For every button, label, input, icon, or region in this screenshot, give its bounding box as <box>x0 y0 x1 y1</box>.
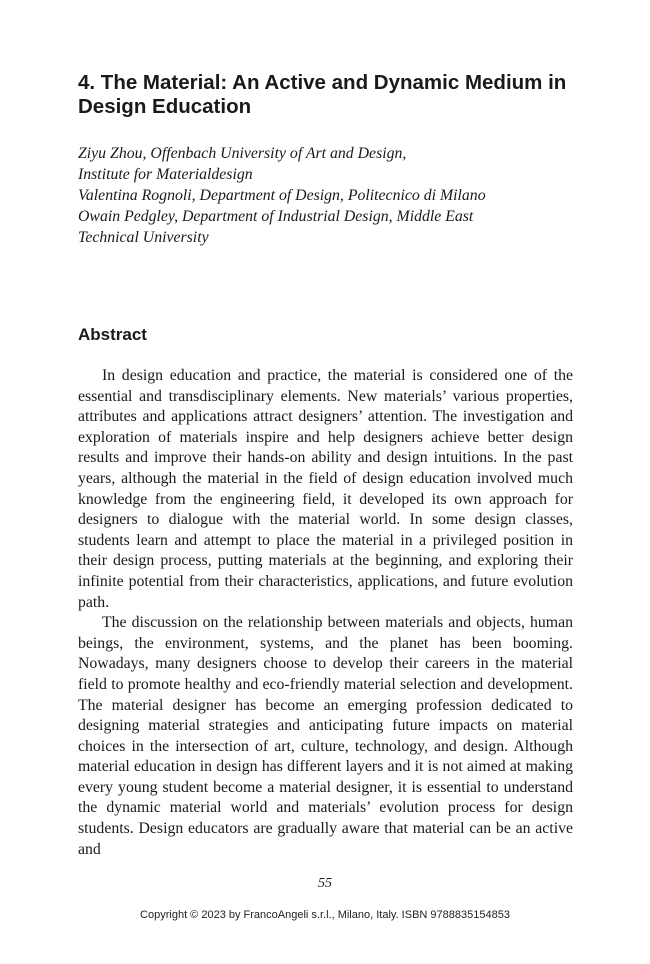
author-line: Institute for Materialdesign <box>78 166 253 183</box>
author-line: Ziyu Zhou, Offenbach University of Art and Design, <box>78 145 407 162</box>
author-line: Technical University <box>78 229 209 246</box>
author-line: Valentina Rognoli, Department of Design, Politecnico di Milano <box>78 187 486 204</box>
chapter-title: 4. The Material: An Active and Dynamic Medium in Design Education <box>78 71 567 118</box>
author-line: Owain Pedgley, Department of Industrial Design, Middle East <box>78 208 474 225</box>
author-affiliations <box>78 143 578 248</box>
abstract-heading: Abstract <box>78 325 147 344</box>
abstract-paragraph: In design education and practice, the material is considered one of the essential and transdisciplinary elements. New materials’ various properties, attributes and applications attract designers’ attention. The investigation and exploration of materials inspire and help designers achieve better design results and improve their hands-on ability and design intuitions. In the past years, although the material in the field of design education involved much knowledge from the engineering field, it developed its own approach for designers to dialogue with the material world. In some design classes, students learn and attempt to place the material in a privileged position in their design process, putting materials at the beginning, and exploring their infinite potential from their characteristics, applications, and future evolution path. <box>78 367 573 611</box>
copyright-notice: Copyright © 2023 by FrancoAngeli s.r.l., Milano, Italy. ISBN 9788835154853 <box>140 909 510 921</box>
abstract-body <box>78 366 573 860</box>
page-number: 55 <box>318 876 332 891</box>
abstract-paragraph: The discussion on the relationship between materials and objects, human beings, the environment, systems, and the planet has been booming. Nowadays, many designers choose to develop their careers in the material field to promote healthy and eco-friendly material selection and development. The material designer has become an emerging profession dedicated to designing material strategies and anticipating future impacts on material choices in the intersection of art, culture, technology, and design. Although material education in design has different layers and it is not aimed at making every young student become a material designer, it is essential to understand the dynamic material world and materials’ evolution process for design students. Design educators are gradually aware that material can be an active and <box>78 614 573 858</box>
